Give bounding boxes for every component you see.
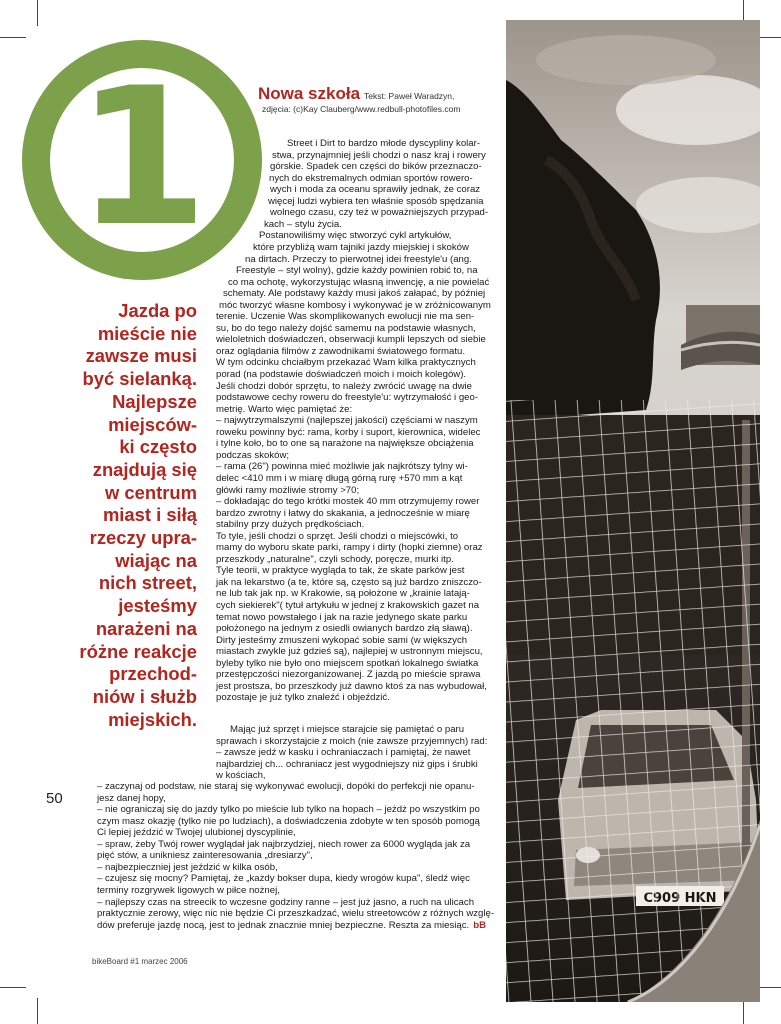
body-line: cych siekierek"( tytuł artykułu w jednej z krakowskich gazet na bbox=[216, 600, 480, 611]
body-line: sprawach i skorzystajcie z moich (nie zawsze przyjemnych) rad: bbox=[216, 735, 488, 747]
body-line: – zawsze jedź w kasku i ochraniaczach i pamiętaj, że nawet bbox=[216, 747, 471, 759]
body-line: – najbezpieczniej jest jeździć w kilka osób, bbox=[97, 861, 278, 873]
body-line: byleby tylko nie było ono miejscem spotkań lokalnego światka bbox=[216, 657, 479, 669]
body-line: podstawowe cechy roweru do freestyle'u: wytrzymałość i geo- bbox=[216, 392, 479, 404]
body-line: jest prostsza, bo przeszkody już dawno ktoś za nas wybudował, bbox=[216, 680, 487, 692]
crop-mark bbox=[37, 998, 38, 1024]
pull-quote-line: przechod- bbox=[109, 663, 197, 685]
body-line: móc tworzyć własne kombosy i wykonywać je w zróżnicowanym bbox=[219, 299, 491, 311]
body-line: W tym odcinku chciałbym przekazać Wam kilka praktycznych bbox=[216, 357, 476, 369]
pull-quote-line: miejskich. bbox=[108, 708, 197, 730]
body-line: terminy rozgrywek ligowych w piłce nożnej, bbox=[97, 884, 280, 896]
body-line: stwa, przynajmniej jeśli chodzi o nasz kraj i rowery bbox=[272, 149, 486, 161]
pull-quote-line: miast i siłą bbox=[102, 504, 197, 526]
pull-quote-line: wiając na bbox=[115, 549, 197, 571]
body-line: – rama (26") powinna mieć możliwie jak najkrótszy tylny wi- bbox=[216, 461, 468, 473]
body-line: metrię. Warto więc pamiętać że: bbox=[216, 403, 353, 415]
author-credit: Tekst: Paweł Waradzyn, bbox=[364, 91, 455, 101]
body-line: dów preferuje jazdę nocą, jest to jednak znacznie mniej bezpieczne. Reszta za miesiąc. bB bbox=[97, 919, 487, 931]
episode-number-badge bbox=[22, 40, 262, 280]
body-line: Street i Dirt to bardzo młode dyscypliny kolar- bbox=[287, 138, 481, 149]
body-line: Jeśli chodzi dobór sprzętu, to należy zwrócić uwagę na dwie bbox=[216, 380, 472, 392]
body-line: Dirty jesteśmy zmuszeni wykopać sobie sami (w większych bbox=[216, 634, 468, 646]
body-line: roweku powinny być: rama, korby i suport, kierownica, widelec bbox=[216, 426, 481, 438]
body-line: temat nowo powstałego i jak na razie jedynego skate parku bbox=[216, 611, 468, 623]
body-line: – najlepszy czas na streecik to wczesne godziny ranne – jest już jasno, a ruch na ulicach bbox=[97, 896, 475, 908]
body-line: przeszkody „naturalne", czyli schody, poręcze, murki itp. bbox=[216, 553, 454, 565]
body-line: wieloletnich doświadczeń, obserwacji kumpli lepszych od siebie bbox=[216, 334, 486, 346]
crop-mark bbox=[37, 0, 38, 26]
body-line: więcej ludzi wybiera ten właśnie sposób spędzania bbox=[268, 195, 484, 207]
body-line: delec <410 mm i w miarę długą górną rurę +570 mm a kąt bbox=[216, 472, 463, 484]
body-line: – nie ograniczaj się do jazdy tylko po mieście lub tylko na hopach – jeżdż po wszystkim po bbox=[97, 804, 480, 816]
body-line: terenie. Uczenie Was skomplikowanych ewolucji nie ma sen- bbox=[216, 311, 475, 323]
body-line: – czujesz się mocny? Pamiętaj, że „każdy bokser dupa, kiedy wrogów kupa", śledź więc bbox=[97, 873, 470, 885]
body-line: su, bo do tego należy dojść samemu na podstawie własnych, bbox=[216, 322, 476, 334]
body-line: Mając już sprzęt i miejsce starajcie się pamiętać o paru bbox=[230, 724, 465, 735]
crop-mark bbox=[0, 37, 26, 38]
body-line: bardzo zwrotny i łatwy do skakania, a jednocześnie w miarę bbox=[216, 507, 470, 519]
body-line: mamy do wyboru skate parki, rampy i dirty (hopki ziemne) oraz bbox=[216, 542, 483, 554]
body-line: stabilny przy dużych prędkościach. bbox=[216, 519, 365, 531]
crop-mark bbox=[0, 987, 26, 988]
photo-credit: zdjęcia: (c)Kay Clauberg/www.redbull-photofiles.com bbox=[262, 104, 461, 114]
pull-quote-line: różne reakcje bbox=[79, 640, 197, 662]
body-line: co ma ochotę, wykorzystując własną inwencję, a nie powielać bbox=[228, 276, 490, 288]
pull-quote-line: Najlepsze bbox=[112, 390, 197, 412]
article-photo bbox=[506, 20, 760, 1002]
body-line: główki ramy możliwie stromy >70; bbox=[216, 484, 360, 496]
body-line: nych do ekstremalnych odmian sportów rowero- bbox=[269, 172, 473, 184]
pull-quote-line: miejsców- bbox=[108, 413, 197, 435]
magazine-footer: bikeBoard #1 marzec 2006 bbox=[92, 957, 188, 966]
body-line: schematy. Ale podstawy każdy musi jakoś załapać, by później bbox=[223, 288, 486, 300]
body-line: wolnego czasu, czy też w poważniejszych przypad- bbox=[270, 207, 489, 219]
pull-quote-line: ki często bbox=[119, 436, 197, 458]
body-line: czym masz okazję (tylko nie po ludziach), a doświadczenia zdobyte w ten sposób pomogą bbox=[97, 815, 480, 827]
pull-quote-line: być sielanką. bbox=[82, 368, 197, 390]
pull-quote-line: w centrum bbox=[105, 481, 197, 503]
pull-quote-line: zawsze musi bbox=[85, 345, 197, 367]
body-line: położonego na jednym z osiedli owianych bardzo złą sławą). bbox=[216, 623, 473, 635]
episode-number: 1 bbox=[75, 47, 209, 268]
end-mark: bB bbox=[473, 919, 487, 931]
body-line: w kościach, bbox=[216, 770, 266, 782]
body-line: miastach zwykle już gdzieś są), najlepiej w ustronnym miejscu, bbox=[216, 646, 483, 658]
body-line: kach – stylu życia. bbox=[264, 218, 342, 230]
body-line: oraz oglądania filmów z zawodnikami światowego formatu. bbox=[216, 345, 466, 357]
pull-quote-line: niów i służb bbox=[92, 685, 197, 707]
body-line: pozostaje je już tylko znaleźć i objeździć. bbox=[216, 692, 390, 704]
body-line: Ci lepiej jeździć w Twojej ulubionej dyscyplinie, bbox=[97, 827, 296, 839]
pull-quote bbox=[45, 300, 197, 731]
body-line: które przybliżą wam tajniki jazdy miejskiej i skoków bbox=[253, 241, 469, 253]
body-line: i tylne koło, bo to one są narażone na największe obciążenia bbox=[216, 438, 474, 450]
body-line: najbardziej ch... ochraniacz jest wygodniejszy niż gips i śrubki bbox=[216, 758, 478, 770]
pull-quote-line: narażeni na bbox=[95, 617, 197, 639]
body-line: – spraw, żeby Twój rower wyglądał jak najbrzydziej, niech rower za 6000 wygląda jak za bbox=[97, 838, 471, 850]
body-line: – dokładając do tego krótki mostek 40 mm otrzymujemy rower bbox=[216, 496, 480, 508]
pull-quote-line: mieście nie bbox=[97, 322, 197, 344]
body-line: Postanowiliśmy więc stworzyć cykl artykułów, bbox=[259, 230, 452, 242]
body-line: jak na lekarstwo (a te, które są, często są już bardzo zniszczo- bbox=[216, 576, 482, 588]
body-line: praktycznie zerowy, więc nic nie będzie Ci przeszkadzać, wielu streetowców z różnych wzglę- bbox=[97, 908, 495, 920]
body-line: podczas skoków; bbox=[216, 449, 290, 461]
body-line: Freestyle – styl wolny), gdzie każdy powinien robić to, na bbox=[236, 265, 478, 277]
body-line: na dirtach. Przeczy to pierwotnej idei freestyle'u (ang. bbox=[245, 253, 472, 265]
article-title: Nowa szkoła bbox=[258, 84, 361, 103]
pull-quote-line: znajdują się bbox=[92, 458, 197, 480]
body-line: jesz danej hopy, bbox=[97, 792, 166, 804]
body-line: porad (na podstawie doświadczeń moich i moich kolegów). bbox=[216, 369, 467, 380]
body-line: przestępczości niezorganizowanej. Z jazdą po mieście sprawa bbox=[216, 669, 481, 681]
body-line: To tyle, jeśli chodzi o sprzęt. Jeśli chodzi o miejscówki, to bbox=[216, 530, 459, 542]
pull-quote-line: nich street, bbox=[98, 572, 197, 594]
body-line: – najwytrzymalszymi (najlepszej jakości) częściami w naszym bbox=[216, 415, 478, 427]
body-line: ne lub tak jak np. w Krakowie, są położone w „krainie latają- bbox=[216, 588, 470, 600]
body-line: pięć stów, a unikniesz zainteresowania „dresiarzy", bbox=[97, 850, 313, 862]
pull-quote-line: rzeczy upra- bbox=[89, 527, 197, 549]
body-line: wych i moda za oceanu sprawiły jednak, że coraz bbox=[270, 184, 481, 196]
body-line: górskie. Spadek cen części do bików przeznaczo- bbox=[270, 161, 482, 173]
body-line: Tyle teorii, w praktyce wygląda to tak, że skate parków jest bbox=[216, 565, 465, 577]
body-line: – zaczynaj od podstaw, nie staraj się wykonywać ewolucji, dopóki do perfekcji nie opanu- bbox=[97, 781, 475, 792]
page-number: 50 bbox=[46, 790, 63, 807]
pull-quote-line: jesteśmy bbox=[118, 595, 197, 617]
pull-quote-line: Jazda po bbox=[118, 300, 197, 321]
